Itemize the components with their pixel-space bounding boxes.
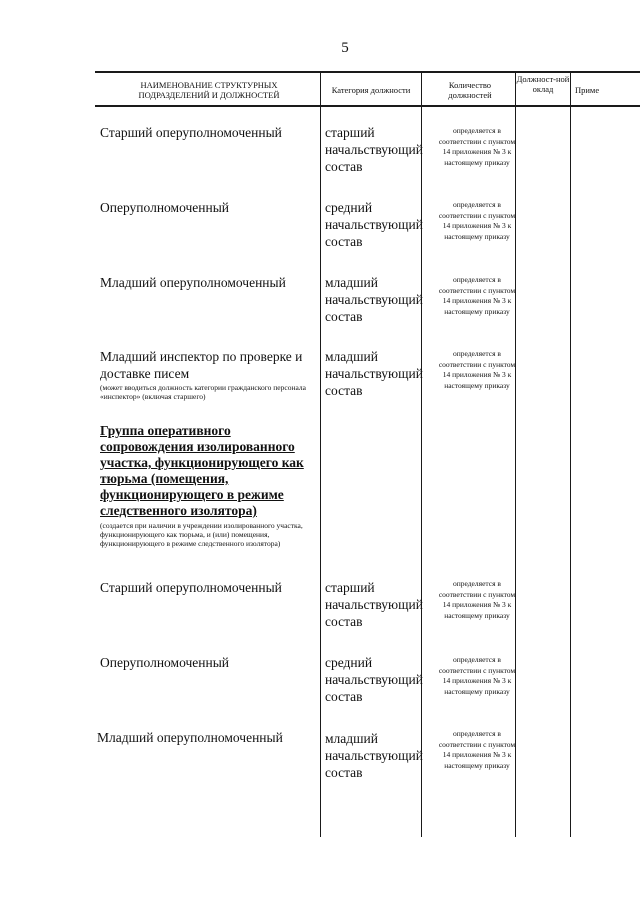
column-divider-notes — [570, 71, 571, 837]
header-notes-column: Приме — [575, 85, 600, 95]
group-row-position-category: младший начальствующий состав — [325, 731, 423, 780]
table-top-rule — [95, 71, 640, 73]
column-divider-category — [320, 71, 321, 837]
row-position-name: Младший оперуполномоченный — [100, 275, 286, 290]
header-category-column: Категория должности — [331, 85, 411, 95]
group-row-position-name: Старший оперуполномоченный — [100, 580, 282, 595]
row-position-name: Младший инспектор по проверке и доставке писем — [100, 349, 303, 381]
header-salary-column: Должност-ной оклад — [516, 74, 570, 94]
page-number: 5 — [341, 40, 349, 56]
group-row-position-quantity: определяется в соответствии с пунктом 14 приложения № 3 к настоящему приказу — [438, 655, 516, 696]
header-bottom-rule — [95, 105, 640, 107]
row-position-category: средний начальствующий состав — [325, 200, 423, 249]
group-row-position-quantity: определяется в соответствии с пунктом 14 приложения № 3 к настоящему приказу — [438, 579, 516, 620]
row-position-name: Оперуполномоченный — [100, 200, 230, 215]
group-row-position-quantity: определяется в соответствии с пунктом 14 приложения № 3 к настоящему приказу — [438, 729, 516, 770]
row-position-quantity: определяется в соответствии с пунктом 14 приложения № 3 к настоящему приказу — [438, 200, 516, 241]
row-position-category: старший начальствующий состав — [325, 125, 423, 174]
row-position-quantity: определяется в соответствии с пунктом 14 приложения № 3 к настоящему приказу — [438, 275, 516, 316]
header-name-column: НАИМЕНОВАНИЕ СТРУКТУРНЫХ ПОДРАЗДЕЛЕНИЙ И ДОЛЖНОСТЕЙ — [138, 80, 280, 100]
group-heading: Группа оперативного сопровождения изолированного участка, функционирующего как тюрьма (помещения, функционирующего в режиме следственного изолятора) — [100, 423, 304, 518]
row-position-name: Старший оперуполномоченный — [100, 125, 282, 140]
row-position-category: младший начальствующий состав — [325, 275, 423, 324]
group-note: (создается при наличии в учреждении изолированного участка, функционирующего как тюрьма, и (или) помещения, функционирующего в режиме следственного изолятора) — [100, 521, 303, 548]
row-position-name-block — [100, 348, 310, 401]
group-row-position-name: Младший оперуполномоченный — [97, 730, 283, 745]
header-quantity-column: Количество должностей — [448, 80, 492, 100]
row-position-note: (может вводиться должность категории гражданского персонала «инспектор» (включая старшего) — [100, 383, 306, 401]
column-divider-quantity — [421, 71, 422, 837]
row-position-quantity: определяется в соответствии с пунктом 14 приложения № 3 к настоящему приказу — [438, 349, 516, 390]
group-row-position-category: средний начальствующий состав — [325, 655, 423, 704]
group-row-position-category: старший начальствующий состав — [325, 580, 423, 629]
column-divider-salary — [515, 71, 516, 837]
row-position-category: младший начальствующий состав — [325, 349, 423, 398]
row-position-quantity: определяется в соответствии с пунктом 14 приложения № 3 к настоящему приказу — [438, 126, 516, 167]
group-row-position-name: Оперуполномоченный — [100, 655, 230, 670]
